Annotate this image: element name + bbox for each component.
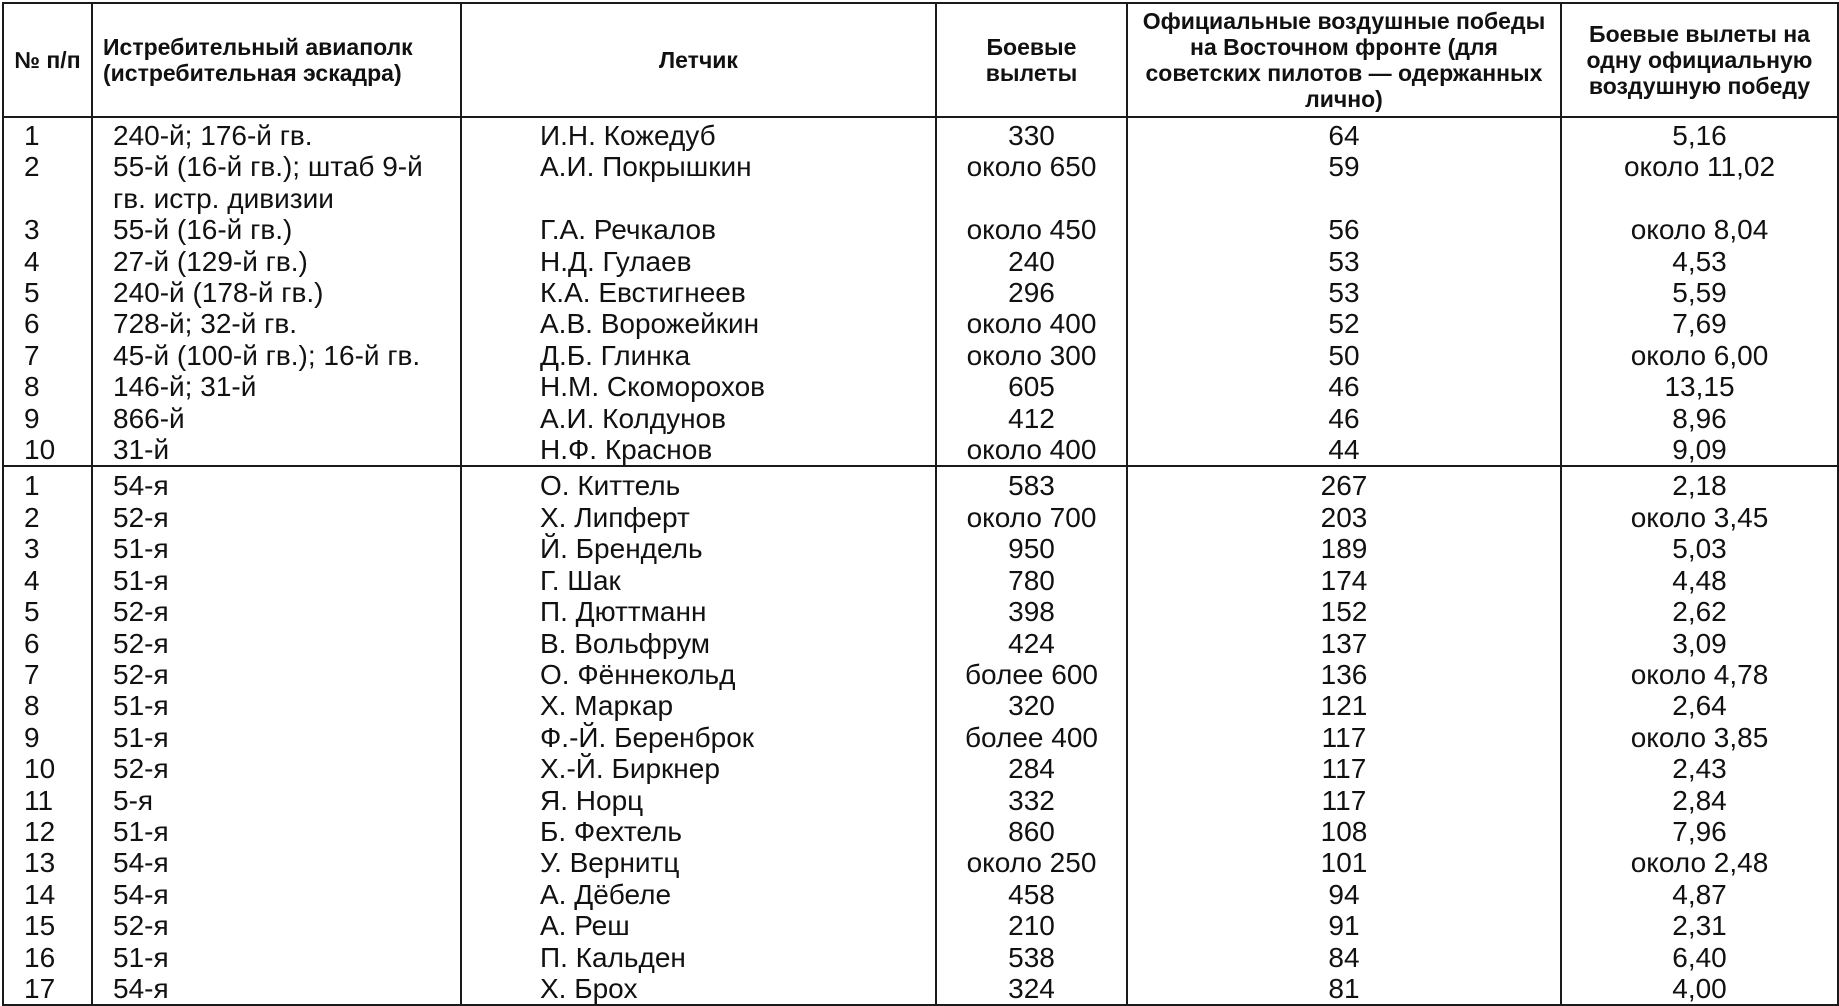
cell-victories: 101 (1127, 847, 1561, 878)
cell-regiment: 54-я (92, 466, 461, 501)
header-sorties: Боевые вылеты (936, 3, 1127, 117)
cell-num: 4 (3, 565, 92, 596)
cell-num: 8 (3, 690, 92, 721)
table-row (3, 434, 1838, 466)
cell-victories: 91 (1127, 910, 1561, 941)
cell-ratio: 3,09 (1561, 628, 1838, 659)
table-row (3, 466, 1838, 501)
header-ratio: Боевые вылеты на одну официальную воздушную победу (1561, 3, 1838, 117)
cell-sorties: 860 (936, 816, 1127, 847)
cell-victories: 46 (1127, 403, 1561, 434)
cell-ratio: 4,53 (1561, 246, 1838, 277)
cell-num: 5 (3, 277, 92, 308)
cell-sorties: 538 (936, 942, 1127, 973)
aces-table (2, 2, 1839, 1006)
cell-pilot: Х. Маркар (461, 690, 936, 721)
cell-num: 1 (3, 466, 92, 501)
cell-pilot: Г.А. Речкалов (461, 214, 936, 245)
cell-sorties: 330 (936, 117, 1127, 151)
cell-num: 9 (3, 403, 92, 434)
cell-regiment: 52-я (92, 910, 461, 941)
cell-ratio: 2,62 (1561, 596, 1838, 627)
cell-ratio: 5,16 (1561, 117, 1838, 151)
cell-sorties: около 400 (936, 308, 1127, 339)
cell-ratio: 6,40 (1561, 942, 1838, 973)
table-row (3, 690, 1838, 721)
cell-pilot: Х. Липферт (461, 502, 936, 533)
cell-regiment: 45-й (100-й гв.); 16-й гв. (92, 340, 461, 371)
cell-sorties: около 250 (936, 847, 1127, 878)
cell-ratio: 8,96 (1561, 403, 1838, 434)
cell-victories: 64 (1127, 117, 1561, 151)
cell-victories: 136 (1127, 659, 1561, 690)
cell-victories: 84 (1127, 942, 1561, 973)
cell-regiment: 54-я (92, 973, 461, 1005)
cell-pilot: Х.-Й. Биркнер (461, 753, 936, 784)
cell-num: 3 (3, 214, 92, 245)
cell-pilot: О. Киттель (461, 466, 936, 501)
cell-num: 3 (3, 533, 92, 564)
table-row (3, 942, 1838, 973)
cell-regiment: 51-я (92, 533, 461, 564)
cell-victories: 174 (1127, 565, 1561, 596)
cell-sorties: более 400 (936, 722, 1127, 753)
table-row (3, 403, 1838, 434)
cell-num: 13 (3, 847, 92, 878)
cell-num: 1 (3, 117, 92, 151)
cell-pilot: Ф.-Й. Беренброк (461, 722, 936, 753)
soviet-pilots-group (3, 117, 1838, 466)
cell-num: 6 (3, 628, 92, 659)
cell-pilot: У. Вернитц (461, 847, 936, 878)
table-row (3, 533, 1838, 564)
cell-ratio: 5,03 (1561, 533, 1838, 564)
cell-regiment: 146-й; 31-й (92, 371, 461, 402)
cell-sorties: 398 (936, 596, 1127, 627)
cell-sorties: около 400 (936, 434, 1127, 466)
cell-pilot: А.И. Колдунов (461, 403, 936, 434)
cell-num: 15 (3, 910, 92, 941)
cell-pilot: А.И. Покрышкин (461, 151, 936, 214)
cell-ratio: около 2,48 (1561, 847, 1838, 878)
cell-pilot: Б. Фехтель (461, 816, 936, 847)
cell-sorties: 458 (936, 879, 1127, 910)
cell-num: 2 (3, 151, 92, 214)
cell-sorties: 412 (936, 403, 1127, 434)
table-row (3, 628, 1838, 659)
cell-regiment: 52-я (92, 659, 461, 690)
cell-victories: 53 (1127, 277, 1561, 308)
cell-pilot: А. Реш (461, 910, 936, 941)
table-row (3, 340, 1838, 371)
cell-sorties: 284 (936, 753, 1127, 784)
cell-ratio: около 3,45 (1561, 502, 1838, 533)
cell-pilot: А. Дёбеле (461, 879, 936, 910)
cell-victories: 117 (1127, 722, 1561, 753)
table-row (3, 785, 1838, 816)
cell-regiment: 866-й (92, 403, 461, 434)
cell-ratio: 2,18 (1561, 466, 1838, 501)
cell-regiment: 51-я (92, 722, 461, 753)
cell-victories: 81 (1127, 973, 1561, 1005)
header-regiment: Истребительный авиаполк (истребительная эскадра) (92, 3, 461, 117)
cell-num: 10 (3, 434, 92, 466)
cell-sorties: 424 (936, 628, 1127, 659)
cell-num: 4 (3, 246, 92, 277)
table-row (3, 277, 1838, 308)
table-row (3, 151, 1838, 214)
cell-num: 9 (3, 722, 92, 753)
cell-victories: 203 (1127, 502, 1561, 533)
cell-sorties: 320 (936, 690, 1127, 721)
header-victories: Официальные воздушные победы на Восточном фронте (для советских пилотов — одержанных лично) (1127, 3, 1561, 117)
header-pilot: Летчик (461, 3, 936, 117)
cell-regiment: 52-я (92, 596, 461, 627)
cell-victories: 117 (1127, 753, 1561, 784)
cell-ratio: около 4,78 (1561, 659, 1838, 690)
cell-ratio: около 6,00 (1561, 340, 1838, 371)
cell-victories: 267 (1127, 466, 1561, 501)
header-num: № п/п (3, 3, 92, 117)
cell-victories: 108 (1127, 816, 1561, 847)
cell-sorties: около 700 (936, 502, 1127, 533)
cell-ratio: 7,96 (1561, 816, 1838, 847)
table-row (3, 722, 1838, 753)
table-row (3, 879, 1838, 910)
cell-victories: 121 (1127, 690, 1561, 721)
cell-victories: 152 (1127, 596, 1561, 627)
table-row (3, 596, 1838, 627)
table-row (3, 502, 1838, 533)
cell-pilot: Н.Д. Гулаев (461, 246, 936, 277)
cell-pilot: Д.Б. Глинка (461, 340, 936, 371)
cell-regiment: 240-й; 176-й гв. (92, 117, 461, 151)
cell-regiment: 51-я (92, 565, 461, 596)
cell-sorties: 210 (936, 910, 1127, 941)
cell-ratio: 4,87 (1561, 879, 1838, 910)
cell-regiment: 54-я (92, 847, 461, 878)
cell-pilot: К.А. Евстигнеев (461, 277, 936, 308)
cell-num: 2 (3, 502, 92, 533)
cell-ratio: 2,84 (1561, 785, 1838, 816)
cell-pilot: И.Н. Кожедуб (461, 117, 936, 151)
cell-num: 5 (3, 596, 92, 627)
cell-sorties: 583 (936, 466, 1127, 501)
cell-victories: 56 (1127, 214, 1561, 245)
cell-num: 10 (3, 753, 92, 784)
cell-sorties: около 300 (936, 340, 1127, 371)
cell-ratio: 5,59 (1561, 277, 1838, 308)
cell-pilot: Н.Ф. Краснов (461, 434, 936, 466)
cell-num: 7 (3, 340, 92, 371)
cell-victories: 44 (1127, 434, 1561, 466)
cell-regiment: 52-я (92, 628, 461, 659)
table-row (3, 246, 1838, 277)
table-row (3, 659, 1838, 690)
cell-regiment: 55-й (16-й гв.) (92, 214, 461, 245)
cell-sorties: 240 (936, 246, 1127, 277)
cell-num: 8 (3, 371, 92, 402)
cell-regiment: 31-й (92, 434, 461, 466)
cell-ratio: около 8,04 (1561, 214, 1838, 245)
cell-num: 11 (3, 785, 92, 816)
cell-ratio: 4,00 (1561, 973, 1838, 1005)
cell-num: 7 (3, 659, 92, 690)
cell-sorties: 950 (936, 533, 1127, 564)
cell-regiment: 54-я (92, 879, 461, 910)
german-pilots-group (3, 466, 1838, 1005)
cell-regiment: 51-я (92, 816, 461, 847)
cell-regiment: 5-я (92, 785, 461, 816)
cell-sorties: 780 (936, 565, 1127, 596)
cell-pilot: В. Вольфрум (461, 628, 936, 659)
cell-regiment: 55-й (16-й гв.); штаб 9-й гв. истр. дивизии (92, 151, 461, 214)
cell-pilot: О. Фённекольд (461, 659, 936, 690)
cell-ratio: около 11,02 (1561, 151, 1838, 214)
cell-regiment: 52-я (92, 502, 461, 533)
cell-regiment: 728-й; 32-й гв. (92, 308, 461, 339)
cell-pilot: Я. Норц (461, 785, 936, 816)
cell-num: 16 (3, 942, 92, 973)
cell-pilot: Г. Шак (461, 565, 936, 596)
cell-sorties: 324 (936, 973, 1127, 1005)
cell-num: 6 (3, 308, 92, 339)
cell-sorties: 605 (936, 371, 1127, 402)
table-row (3, 214, 1838, 245)
cell-victories: 50 (1127, 340, 1561, 371)
table-row (3, 816, 1838, 847)
cell-ratio: 2,31 (1561, 910, 1838, 941)
cell-victories: 137 (1127, 628, 1561, 659)
cell-ratio: 9,09 (1561, 434, 1838, 466)
cell-pilot: Х. Брох (461, 973, 936, 1005)
cell-num: 12 (3, 816, 92, 847)
cell-ratio: 7,69 (1561, 308, 1838, 339)
table-row (3, 973, 1838, 1005)
cell-victories: 117 (1127, 785, 1561, 816)
cell-pilot: П. Дюттманн (461, 596, 936, 627)
table-row (3, 371, 1838, 402)
cell-num: 17 (3, 973, 92, 1005)
cell-regiment: 51-я (92, 690, 461, 721)
table-row (3, 753, 1838, 784)
cell-sorties: 296 (936, 277, 1127, 308)
cell-victories: 52 (1127, 308, 1561, 339)
cell-ratio: 2,64 (1561, 690, 1838, 721)
cell-regiment: 27-й (129-й гв.) (92, 246, 461, 277)
cell-victories: 94 (1127, 879, 1561, 910)
table-row (3, 308, 1838, 339)
cell-regiment: 51-я (92, 942, 461, 973)
cell-pilot: П. Кальден (461, 942, 936, 973)
cell-pilot: Й. Брендель (461, 533, 936, 564)
cell-sorties: около 450 (936, 214, 1127, 245)
cell-ratio: около 3,85 (1561, 722, 1838, 753)
cell-regiment: 240-й (178-й гв.) (92, 277, 461, 308)
cell-victories: 189 (1127, 533, 1561, 564)
cell-pilot: А.В. Ворожейкин (461, 308, 936, 339)
cell-sorties: около 650 (936, 151, 1127, 214)
cell-ratio: 13,15 (1561, 371, 1838, 402)
cell-regiment: 52-я (92, 753, 461, 784)
cell-pilot: Н.М. Скоморохов (461, 371, 936, 402)
cell-num: 14 (3, 879, 92, 910)
table-row (3, 847, 1838, 878)
table-row (3, 565, 1838, 596)
table-header (3, 3, 1838, 117)
cell-victories: 46 (1127, 371, 1561, 402)
table-row (3, 117, 1838, 151)
cell-sorties: более 600 (936, 659, 1127, 690)
cell-ratio: 4,48 (1561, 565, 1838, 596)
table-row (3, 910, 1838, 941)
cell-victories: 53 (1127, 246, 1561, 277)
cell-victories: 59 (1127, 151, 1561, 214)
cell-sorties: 332 (936, 785, 1127, 816)
cell-ratio: 2,43 (1561, 753, 1838, 784)
